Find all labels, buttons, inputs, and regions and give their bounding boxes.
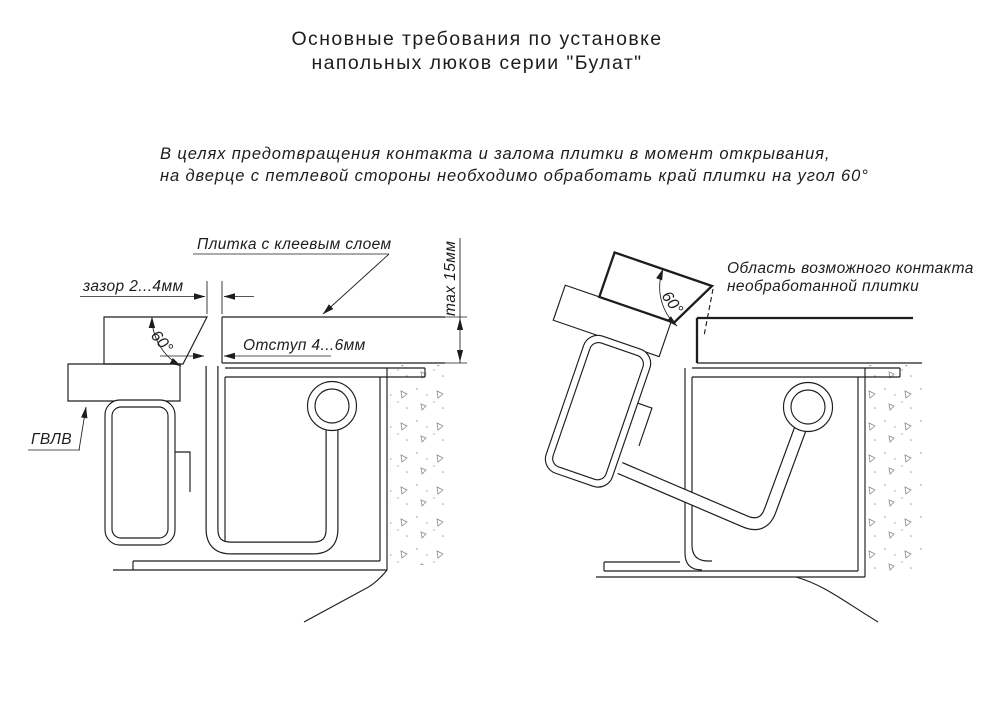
concrete-hatch bbox=[390, 365, 445, 565]
max-height-label: max 15мм bbox=[442, 240, 459, 316]
hatch-door-closed bbox=[68, 317, 207, 545]
hatch-door-open bbox=[506, 241, 712, 502]
note-line-1: В целях предотвращения контакта и залома плитки в момент открывания, bbox=[160, 145, 831, 163]
break-line-right bbox=[796, 577, 878, 622]
break-line bbox=[304, 570, 387, 622]
note-line-2: на дверце с петлевой стороны необходимо обработать край плитки на угол 60° bbox=[160, 167, 869, 185]
closed-hatch-view bbox=[28, 236, 467, 622]
hatch-frame-right bbox=[596, 368, 900, 622]
angle-label-left: 60° bbox=[146, 327, 176, 357]
title-line-2: напольных люков серии "Булат" bbox=[311, 52, 643, 74]
tile-leader-line bbox=[323, 254, 389, 314]
gvl-label: ГВЛВ bbox=[31, 431, 72, 448]
concrete-hatch-right bbox=[867, 365, 923, 572]
fixed-tile-right bbox=[697, 318, 922, 363]
title-line-1: Основные требования по установке bbox=[291, 28, 663, 50]
hinge-circle-inner bbox=[315, 389, 349, 423]
opening-hatch-view bbox=[506, 241, 973, 622]
hinge-arm-open bbox=[620, 427, 801, 524]
tile-adhesive-label: Плитка с клеевым слоем bbox=[197, 236, 392, 253]
contact-area-label-line2: необработанной плитки bbox=[727, 278, 920, 295]
contact-area-label-line1: Область возможного контакта bbox=[727, 260, 974, 277]
gap-dimension-label: зазор 2...4мм bbox=[83, 278, 184, 295]
gvl-leader-line bbox=[79, 407, 86, 450]
hinge-circle-inner-right bbox=[791, 390, 825, 424]
offset-dimension-label: Отступ 4...6мм bbox=[243, 337, 366, 354]
angle-label-right: 60° bbox=[657, 288, 686, 318]
